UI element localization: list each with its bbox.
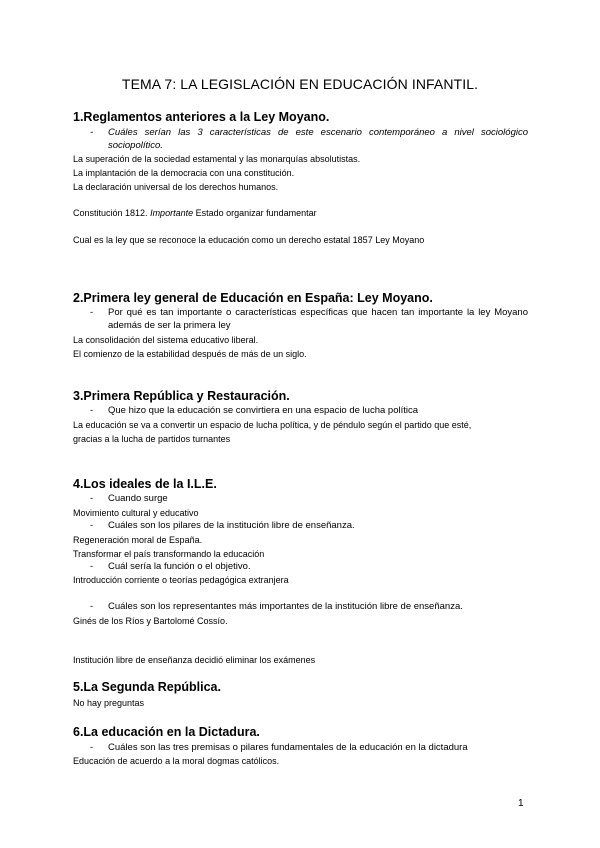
question-text: Cuáles son los representantes más importantes de la institución libre de enseñanza. [108,601,463,612]
question-text: Cuál sería la función o el objetivo. [108,561,251,572]
section-4-heading: 4.Los ideales de la I.L.E. [73,477,217,491]
section-3-answer-1: La educación se va a convertir un espacio de lucha política, y de péndulo según el partido que esté, [73,420,472,430]
note-italic: Importante [150,208,194,218]
bullet-dash: - [90,493,94,504]
question-text: Cuáles son los pilares de la institución libre de enseñanza. [108,520,355,531]
note-prefix: Constitución 1812. [73,208,151,218]
section-4-question-2 [90,519,528,532]
section-2-question [90,306,528,332]
section-3-answer-2: gracias a la lucha de partidos turnantes [73,434,231,444]
note-suffix: Estado organizar fundamentar [193,208,317,218]
question-text: Cuando surge [108,493,168,504]
section-2-heading: 2.Primera ley general de Educación en España: Ley Moyano. [73,291,433,305]
section-1-answer-2: La implantación de la democracia con una constitución. [73,168,295,178]
bullet-dash: - [90,561,94,572]
section-1-answer-1: La superación de la sociedad estamental y las monarquías absolutistas. [73,154,361,164]
section-4-answer-3: Introducción corriente o teorías pedagógica extranjera [73,575,289,585]
section-1-question [90,126,528,152]
section-2-answer-2: El comienzo de la estabilidad después de más de un siglo. [73,349,307,359]
section-3-question [90,404,528,417]
section-1-note-1 [73,207,317,219]
document-title: TEMA 7: LA LEGISLACIÓN EN EDUCACIÓN INFANTIL. [121,76,479,92]
section-4-question-3 [90,560,528,573]
section-4-answer-4: Ginés de los Ríos y Bartolomé Cossío. [73,616,228,626]
question-text: Cuáles serían las 3 características de este escenario contemporáneo a nivel sociológico sociopolítico. [108,127,528,151]
section-4-answer-2b: Transformar el país transformando la educación [73,549,265,559]
section-3-heading: 3.Primera República y Restauración. [73,389,290,403]
section-4-question-4 [90,600,528,613]
bullet-dash: - [90,520,94,531]
bullet-dash: - [90,127,94,138]
section-4-note: Institución libre de enseñanza decidió eliminar los exámenes [73,655,316,665]
section-4-answer-1: Movimiento cultural y educativo [73,508,199,518]
bullet-dash: - [90,405,94,416]
section-1-answer-3: La declaración universal de los derechos humanos. [73,182,279,192]
section-4-question-1 [90,492,528,505]
bullet-dash: - [90,742,94,753]
section-4-answer-2a: Regeneración moral de España. [73,535,203,545]
section-6-heading: 6.La educación en la Dictadura. [73,725,260,739]
section-5-answer: No hay preguntas [73,698,145,708]
section-1-note-2: Cual es la ley que se reconoce la educación como un derecho estatal 1857 Ley Moyano [73,235,425,245]
bullet-dash: - [90,307,94,318]
section-5-heading: 5.La Segunda República. [73,680,221,694]
section-1-heading: 1.Reglamentos anteriores a la Ley Moyano. [73,110,330,124]
page-number: 1 [518,798,524,809]
section-2-answer-1: La consolidación del sistema educativo liberal. [73,335,259,345]
question-text: Cuáles son las tres premisas o pilares fundamentales de la educación en la dictadura [108,742,468,753]
bullet-dash: - [90,601,94,612]
question-text: Por qué es tan importante o características específicas que hacen tan importante la ley Moyano además de ser la primera ley [108,307,528,331]
section-6-answer: Educación de acuerdo a la moral dogmas católicos. [73,756,280,766]
section-6-question [90,741,528,754]
question-text: Que hizo que la educación se convirtiera en una espacio de lucha política [108,405,419,416]
